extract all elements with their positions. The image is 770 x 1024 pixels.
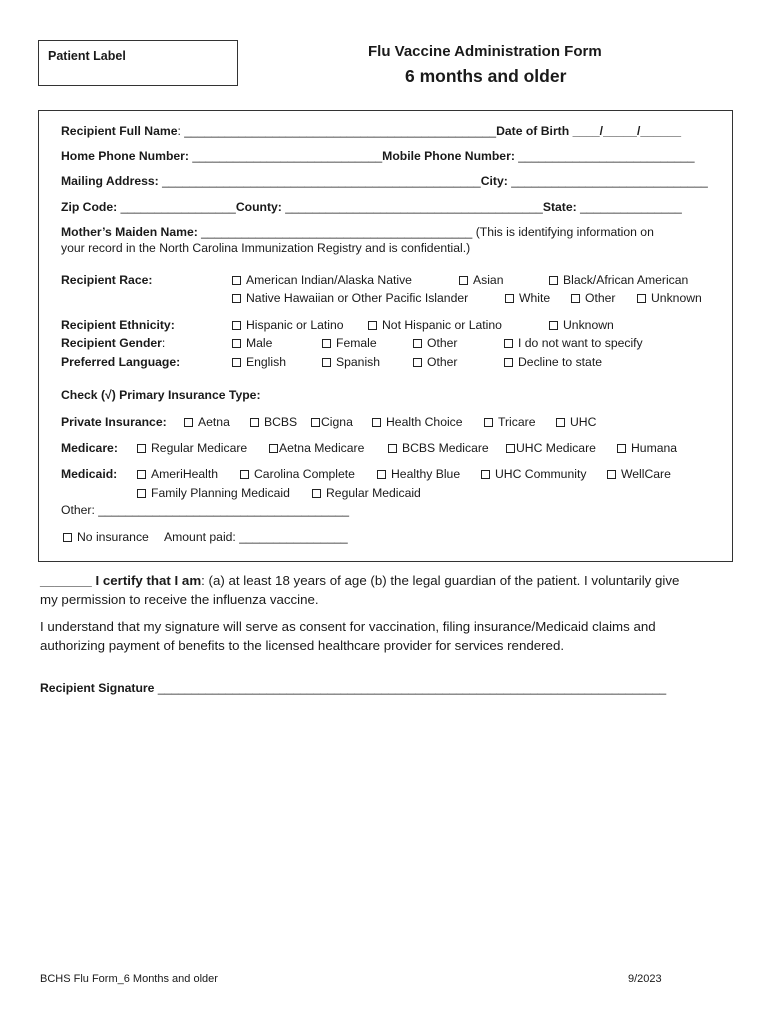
checkbox-icon[interactable] xyxy=(571,294,580,303)
gender-label: Recipient Gender: xyxy=(61,336,166,350)
language-option-spanish[interactable]: Spanish xyxy=(322,355,380,369)
checkbox-icon[interactable] xyxy=(413,339,422,348)
city-field[interactable]: _____________________________ xyxy=(507,174,708,188)
race-option-unknown[interactable]: Unknown xyxy=(637,291,702,305)
checkbox-icon[interactable] xyxy=(549,276,558,285)
footer-date: 9/2023 xyxy=(628,973,662,985)
private-option-tricare[interactable]: Tricare xyxy=(484,415,535,429)
county-field[interactable]: ______________________________________ xyxy=(281,200,543,214)
race-option-american-indian[interactable]: American Indian/Alaska Native xyxy=(232,273,412,287)
consent-text-line1: I understand that my signature will serve as consent for vaccination, filing insurance/Medicaid claims and xyxy=(40,619,656,634)
maiden-name-field[interactable]: ________________________________________ (This is identifying information on xyxy=(197,225,654,239)
checkbox-icon[interactable] xyxy=(372,418,381,427)
medicare-option-regular[interactable]: Regular Medicare xyxy=(137,441,247,455)
checkbox-icon[interactable] xyxy=(232,339,241,348)
checkbox-icon[interactable] xyxy=(240,470,249,479)
checkbox-icon[interactable] xyxy=(232,321,241,330)
amount-paid-field[interactable]: Amount paid: ________________ xyxy=(164,530,348,544)
patient-label-box xyxy=(38,40,238,86)
checkbox-icon[interactable] xyxy=(505,294,514,303)
medicaid-option-amerihealth[interactable]: AmeriHealth xyxy=(137,467,218,481)
full-name-field[interactable]: : ______________________________________________ xyxy=(177,124,497,138)
certify-bold-text: I certify that I am xyxy=(91,573,202,588)
mobile-phone-label: Mobile Phone Number: xyxy=(382,149,515,163)
medicare-option-bcbs[interactable]: BCBS Medicare xyxy=(388,441,489,455)
checkbox-icon[interactable] xyxy=(322,339,331,348)
full-name-label: Recipient Full Name xyxy=(61,124,178,138)
checkbox-icon[interactable] xyxy=(269,444,278,453)
checkbox-icon[interactable] xyxy=(459,276,468,285)
gender-option-other[interactable]: Other xyxy=(413,336,457,350)
race-option-native-hawaiian[interactable]: Native Hawaiian or Other Pacific Islander xyxy=(232,291,468,305)
checkbox-icon[interactable] xyxy=(504,339,513,348)
medicare-option-aetna[interactable]: Aetna Medicare xyxy=(269,441,364,455)
address-row xyxy=(61,174,708,188)
state-label: State: xyxy=(542,200,577,214)
mailing-address-field[interactable]: _______________________________________________ xyxy=(158,174,481,188)
checkbox-icon[interactable] xyxy=(232,294,241,303)
private-option-bcbs[interactable]: BCBS xyxy=(250,415,297,429)
checkbox-icon[interactable] xyxy=(137,489,146,498)
checkbox-icon[interactable] xyxy=(311,418,320,427)
medicaid-option-healthy-blue[interactable]: Healthy Blue xyxy=(377,467,460,481)
footer-form-name: BCHS Flu Form_6 Months and older xyxy=(40,973,218,985)
consent-paragraph xyxy=(40,617,740,655)
ethnicity-option-hispanic[interactable]: Hispanic or Latino xyxy=(232,318,344,332)
race-option-asian[interactable]: Asian xyxy=(459,273,504,287)
checkbox-icon[interactable] xyxy=(184,418,193,427)
maiden-name-note: your record in the North Carolina Immunization Registry and is confidential.) xyxy=(61,241,471,255)
checkbox-icon[interactable] xyxy=(504,358,513,367)
checkbox-icon[interactable] xyxy=(484,418,493,427)
checkbox-icon[interactable] xyxy=(377,470,386,479)
language-option-english[interactable]: English xyxy=(232,355,286,369)
gender-option-female[interactable]: Female xyxy=(322,336,377,350)
language-option-other[interactable]: Other xyxy=(413,355,457,369)
home-phone-label: Home Phone Number: xyxy=(61,149,189,163)
medicaid-option-wellcare[interactable]: WellCare xyxy=(607,467,671,481)
medicaid-option-uhc-community[interactable]: UHC Community xyxy=(481,467,586,481)
checkbox-icon[interactable] xyxy=(232,276,241,285)
ethnicity-label: Recipient Ethnicity: xyxy=(61,318,175,332)
medicare-label: Medicare: xyxy=(61,441,118,455)
checkbox-icon[interactable] xyxy=(637,294,646,303)
checkbox-icon[interactable] xyxy=(250,418,259,427)
zip-label: Zip Code: xyxy=(61,200,118,214)
patient-label: Patient Label xyxy=(48,49,126,63)
certify-paragraph xyxy=(40,571,740,609)
ethnicity-option-not-hispanic[interactable]: Not Hispanic or Latino xyxy=(368,318,502,332)
private-option-health-choice[interactable]: Health Choice xyxy=(372,415,463,429)
other-insurance-field[interactable]: Other: _____________________________________ xyxy=(61,503,350,517)
checkbox-icon[interactable] xyxy=(137,470,146,479)
medicare-option-uhc[interactable]: UHC Medicare xyxy=(506,441,596,455)
checkbox-icon[interactable] xyxy=(481,470,490,479)
checkbox-icon[interactable] xyxy=(556,418,565,427)
checkbox-icon[interactable] xyxy=(63,533,72,542)
medicare-option-humana[interactable]: Humana xyxy=(617,441,677,455)
checkbox-icon[interactable] xyxy=(506,444,515,453)
maiden-name-row xyxy=(61,225,654,239)
mailing-address-label: Mailing Address: xyxy=(61,174,159,188)
race-label: Recipient Race: xyxy=(61,273,153,287)
no-insurance-option[interactable]: No insurance xyxy=(63,530,149,544)
maiden-name-label: Mother’s Maiden Name: xyxy=(61,225,198,239)
ethnicity-option-unknown[interactable]: Unknown xyxy=(549,318,614,332)
city-label: City: xyxy=(480,174,508,188)
dob-field[interactable]: Date of Birth ____/_____/______ xyxy=(496,124,682,138)
phone-row xyxy=(61,149,695,163)
signature-label: Recipient Signature xyxy=(40,681,155,695)
checkbox-icon[interactable] xyxy=(388,444,397,453)
form-subtitle: 6 months and older xyxy=(405,66,567,86)
medicaid-option-regular[interactable]: Regular Medicaid xyxy=(312,486,421,500)
state-field[interactable]: _______________ xyxy=(576,200,682,214)
medicaid-option-carolina-complete[interactable]: Carolina Complete xyxy=(240,467,355,481)
checkbox-icon[interactable] xyxy=(413,358,422,367)
insurance-heading: Check (√) Primary Insurance Type: xyxy=(61,388,261,402)
checkbox-icon[interactable] xyxy=(607,470,616,479)
consent-text-line2: authorizing payment of benefits to the licensed healthcare provider for services rendered. xyxy=(40,638,565,653)
gender-option-male[interactable]: Male xyxy=(232,336,272,350)
language-option-decline[interactable]: Decline to state xyxy=(504,355,602,369)
checkbox-icon[interactable] xyxy=(322,358,331,367)
signature-field[interactable]: ___________________________________________________________________________ xyxy=(154,681,667,695)
form-title: Flu Vaccine Administration Form xyxy=(368,43,602,60)
checkbox-icon[interactable] xyxy=(549,321,558,330)
signature-row xyxy=(40,681,666,695)
private-option-uhc[interactable]: UHC xyxy=(556,415,596,429)
checkbox-icon[interactable] xyxy=(137,444,146,453)
checkbox-icon[interactable] xyxy=(312,489,321,498)
certify-text: : (a) at least 18 years of age (b) the legal guardian of the patient. I voluntarily give xyxy=(201,573,680,588)
full-name-row xyxy=(61,124,681,138)
private-option-cigna[interactable]: Cigna xyxy=(311,415,353,429)
language-label: Preferred Language: xyxy=(61,355,181,369)
county-label: County: xyxy=(235,200,282,214)
race-option-black[interactable]: Black/African American xyxy=(549,273,688,287)
zip-field[interactable]: _________________ xyxy=(117,200,236,214)
checkbox-icon[interactable] xyxy=(368,321,377,330)
race-option-other[interactable]: Other xyxy=(571,291,615,305)
zip-row xyxy=(61,200,682,214)
checkbox-icon[interactable] xyxy=(617,444,626,453)
certify-initials-blank[interactable]: _______ xyxy=(40,573,92,588)
certify-text-line2: my permission to receive the influenza vaccine. xyxy=(40,592,319,607)
private-option-aetna[interactable]: Aetna xyxy=(184,415,230,429)
gender-option-not-specify[interactable]: I do not want to specify xyxy=(504,336,643,350)
checkbox-icon[interactable] xyxy=(232,358,241,367)
home-phone-field[interactable]: ____________________________ xyxy=(188,149,383,163)
medicaid-label: Medicaid: xyxy=(61,467,118,481)
private-insurance-label: Private Insurance: xyxy=(61,415,167,429)
race-option-white[interactable]: White xyxy=(505,291,550,305)
medicaid-option-family-planning[interactable]: Family Planning Medicaid xyxy=(137,486,290,500)
mobile-phone-field[interactable]: __________________________ xyxy=(514,149,695,163)
